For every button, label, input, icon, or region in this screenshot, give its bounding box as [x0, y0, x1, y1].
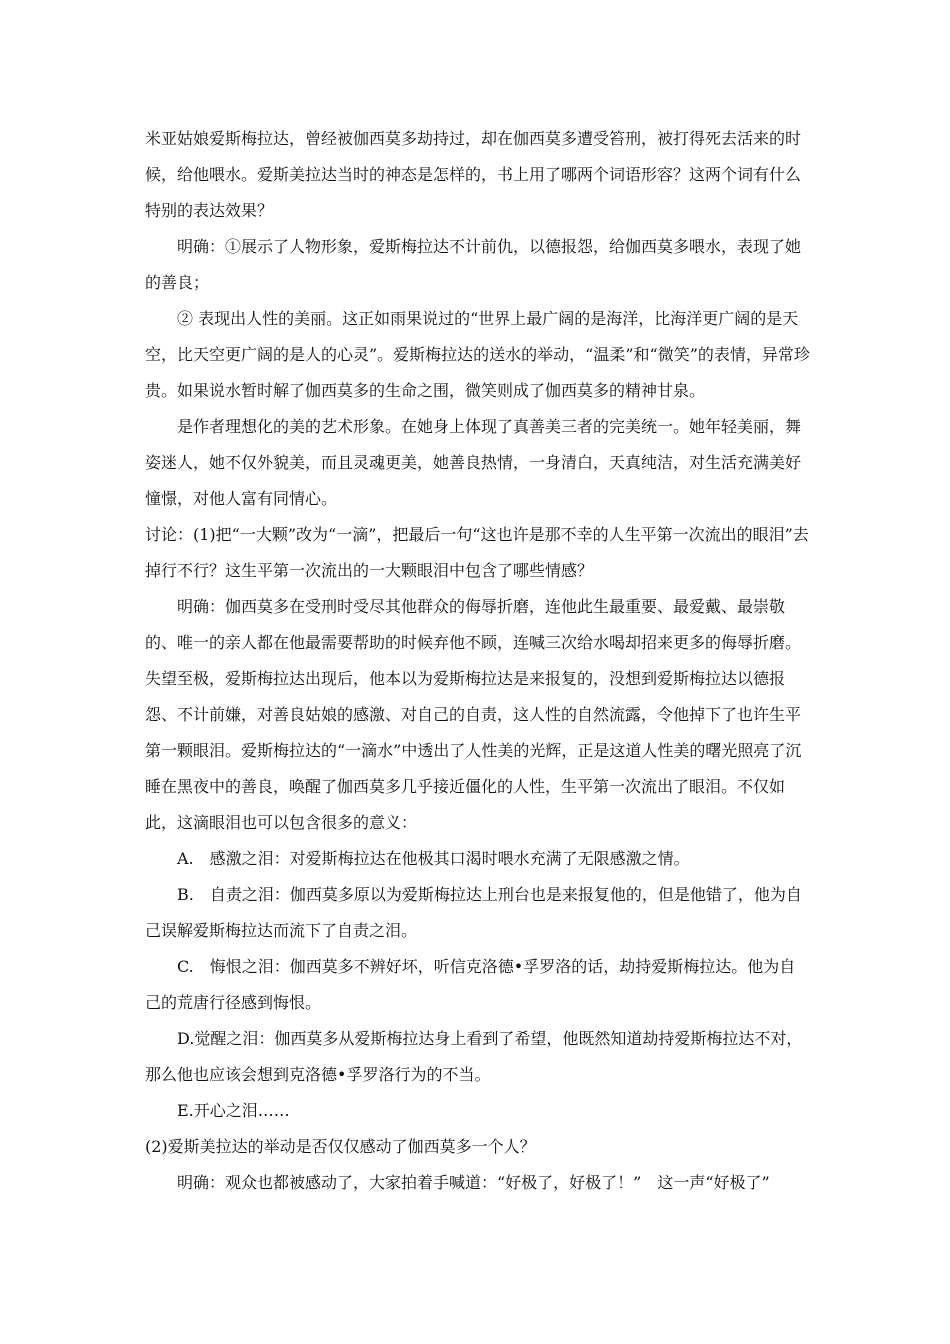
- list-item-c: C. 悔恨之泪：伽西莫多不辨好坏，听信克洛德•孚罗洛的话，劫持爱斯梅拉达。他为自己的荒唐行径感到悔恨。: [145, 957, 796, 1012]
- list-item-d: D.觉醒之泪：伽西莫多从爱斯梅拉达身上看到了希望，他既然知道劫持爱斯梅拉达不对，那么他也应该会想到克洛德•孚罗洛行为的不当。: [145, 1029, 803, 1084]
- paragraph-discussion-answer: 明确：伽西莫多在受刑时受尽其他群众的侮辱折磨，连他此生最重要、最爱戴、最崇敬的、唯一的亲人都在他最需要帮助的时候弃他不顾，连喊三次给水喝却招来更多的侮辱折磨。失望至极，爱斯梅拉达出现后，他本以为爱斯梅拉达是来报复的，没想到爱斯梅拉达以德报怨、不计前嫌，对善良姑娘的感激、对自己的自责，这人性的自然流露，令他掉下了也许生平第一颗眼泪。爱斯梅拉达的“一滴水”中透出了人性美的光辉，正是这道人性美的曙光照亮了沉睡在黑夜中的善良，唤醒了伽西莫多几乎接近僵化的人性，生平第一次流出了眼泪。不仅如此，这滴眼泪也可以包含很多的意义：: [145, 597, 802, 832]
- paragraph-discussion-2: (2)爱斯美拉达的举动是否仅仅感动了伽西莫多一个人？: [145, 1137, 536, 1156]
- list-item-a: A. 感激之泪：对爱斯梅拉达在他极其口渴时喂水充满了无限感激之情。: [177, 849, 690, 868]
- paragraph-intro-question: 米亚姑娘爱斯梅拉达，曾经被伽西莫多劫持过，却在伽西莫多遭受笞刑，被打得死去活来的时候，给他喂水。爱斯美拉达当时的神态是怎样的，书上用了哪两个词语形容？这两个词有什么特别的表达效果？: [145, 129, 802, 220]
- paragraph-discussion-2-answer: 明确：观众也都被感动了，大家拍着手喊道：“好极了，好极了！” 这一声“好极了”: [177, 1173, 770, 1192]
- paragraph-discussion-1: 讨论：(1)把“一大颗”改为“一滴”，把最后一句“这也许是那不幸的人生平第一次流出的眼泪”去掉行不行？这生平第一次流出的一大颗眼泪中包含了哪些情感？: [145, 525, 809, 580]
- list-item-b: B. 自责之泪：伽西莫多原以为爱斯梅拉达上刑台也是来报复他的，但是他错了，他为自己误解爱斯梅拉达而流下了自责之泪。: [145, 885, 802, 940]
- paragraph-answer-2: ② 表现出人性的美丽。这正如雨果说过的“世界上最广阔的是海洋，比海洋更广阔的是天空，比天空更广阔的是人的心灵”。爱斯梅拉达的送水的举动，“温柔”和“微笑”的表情，异常珍贵。如果说水暂时解了伽西莫多的生命之围，微笑则成了伽西莫多的精神甘泉。: [145, 309, 810, 400]
- paragraph-character-summary: 是作者理想化的美的艺术形象。在她身上体现了真善美三者的完美统一。她年轻美丽，舞姿迷人，她不仅外貌美，而且灵魂更美，她善良热情，一身清白，天真纯洁，对生活充满美好憧憬，对他人富有同情心。: [145, 417, 802, 508]
- paragraph-answer-1: 明确：①展示了人物形象，爱斯梅拉达不计前仇，以德报怨，给伽西莫多喂水，表现了她的善良；: [145, 237, 802, 292]
- list-item-e: E.开心之泪……: [177, 1101, 290, 1120]
- document-body: [145, 121, 810, 1201]
